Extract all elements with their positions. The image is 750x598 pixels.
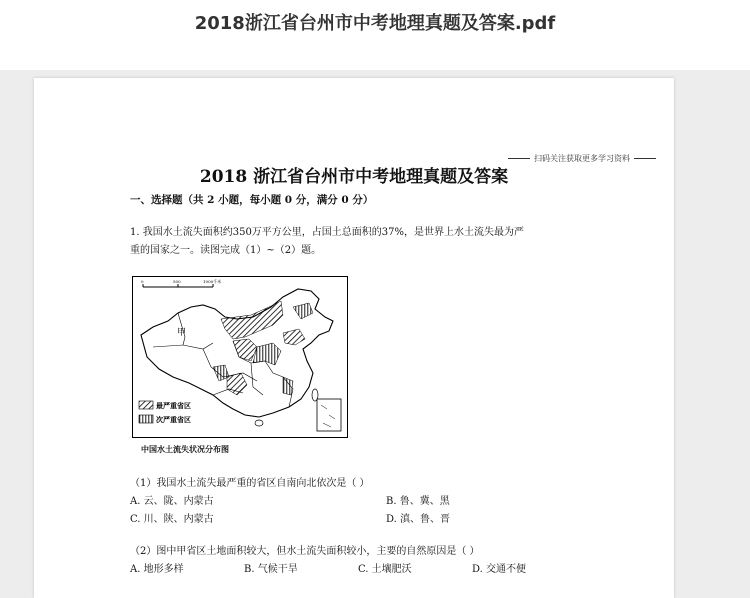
china-soil-erosion-map: [132, 276, 348, 438]
map-caption: 中国水土流失状况分布图: [141, 445, 229, 454]
section-heading: 一、选择题（共 2 小题，每小题 0 分，满分 0 分）: [130, 194, 374, 206]
viewer-header: [0, 0, 750, 70]
question-1-line-1: 1. 我国水土流失面积约350万平方公里，占国土总面积的37%，是世界上水土流失最为严: [130, 227, 525, 238]
document-title: 2018 浙江省台州市中考地理真题及答案: [199, 167, 509, 187]
sub2-option-a: A. 地形多样: [130, 564, 184, 575]
legend-secondary-swatch: [139, 415, 153, 423]
scale-bar: [141, 278, 221, 287]
sub-question-1: （1）我国水土流失最严重的省区自南向北依次是（ ）: [130, 478, 370, 489]
sub2-option-d: D. 交通不便: [472, 564, 527, 575]
scale-0: 0: [141, 279, 144, 284]
watermark-text: 扫码关注获取更多学习资料: [534, 154, 630, 163]
hainan-island: [255, 420, 263, 426]
question-1-line-2: 重的国家之一。读图完成（1）~（2）题。: [130, 245, 322, 256]
label-jia: 甲: [177, 328, 187, 338]
file-title: 2018浙江省台州市中考地理真题及答案.pdf: [194, 13, 556, 34]
legend-secondary-label: 次严重省区: [156, 416, 191, 424]
scale-500: 500: [173, 279, 181, 284]
map-image: [133, 277, 347, 437]
scale-1000: 1000千米: [203, 279, 222, 284]
map-legend: [139, 401, 191, 424]
sub1-option-b: B. 鲁、冀、黑: [386, 496, 450, 507]
question-1: [130, 224, 590, 260]
sub1-option-d: D. 滇、鲁、晋: [386, 514, 451, 525]
watermark-rule-right: [634, 158, 656, 159]
sub2-option-c: C. 土壤肥沃: [358, 564, 412, 575]
legend-severe-swatch: [139, 401, 153, 409]
sub1-option-c: C. 川、陕、内蒙古: [130, 514, 214, 525]
watermark-rule-left: [508, 158, 530, 159]
pdf-page[interactable]: [34, 78, 674, 598]
sub1-option-a: A. 云、陇、内蒙古: [130, 496, 214, 507]
sub2-option-b: B. 气候干旱: [244, 564, 298, 575]
legend-severe-label: 最严重省区: [156, 402, 191, 410]
sub-question-2: （2）图中甲省区土地面积较大，但水土流失面积较小，主要的自然原因是（ ）: [130, 546, 480, 557]
